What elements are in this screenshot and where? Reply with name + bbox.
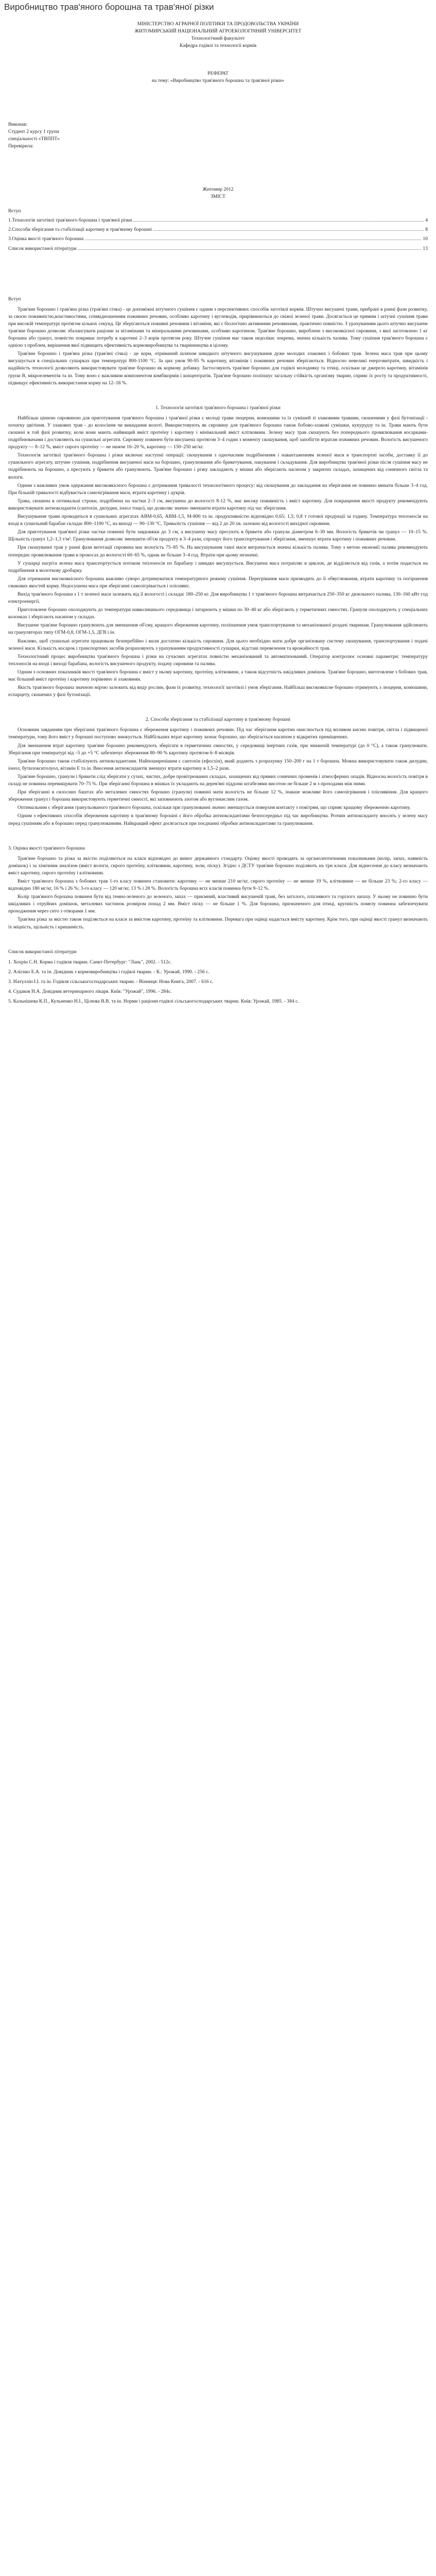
section-paragraph: Важливо, щоб сушильні агрегати працювали безперебійно і мали достатню кількість сировини. Для цього необхідно мати добре організовану систему скошування, транспортування і подачі зеленої маси. Кількість косарок і транспортних засобів розраховують з урахуванням продуктивності сушарки, відстані перевезення та врожайності трав. — [8, 638, 428, 651]
contents-heading: ЗМІСТ — [211, 194, 225, 200]
literature-item: 4. Судаков Н.А. Довідник ветеринарного лікаря. Київ: "Урожай", 1996. - 284с. — [8, 989, 172, 994]
page-title: Виробництво трав'яного борошна та трав'яної різки — [4, 2, 214, 12]
toc-item — [8, 245, 428, 252]
section-3-heading: 3. Оцінка якості трав'яного борошна — [8, 845, 85, 851]
signature-block — [8, 121, 428, 150]
section-1 — [8, 404, 428, 699]
section-paragraph: Одним з основних показників якості трав'яного борошна є вміст у ньому каротину, протеїну, клітковини, а також відсутність шкідливих домішок. Трав'яне борошно, виготовлене з бобових трав, має більший вміст протеїну і каротину порівняно зі злаковими. — [8, 669, 428, 682]
city-year: Житомир 2012 — [202, 186, 234, 192]
section-paragraph: Трав'яне борошно та різка за якістю поділяються на класи відповідно до вимог державного стандарту. Оцінку якості проводять за органолептичними показниками (колір, запах, наявність домішок) і за хімічним аналізом (вміст вологи, сирого протеїну, клітковини, каротину, золи, піску). Згідно з ДСТУ трав'яне борошно поділяють на три класи. Для віднесення до класу визначають вміст каротину, сирого протеїну і клітковини. — [8, 855, 428, 876]
toc-page: 8 — [425, 227, 428, 233]
intro-section — [8, 296, 428, 387]
section-paragraph: Висушування трави проводиться в сушильних агрегатах АВМ-0,65, АВМ-1,5, М-800 та ін. продуктивністю відповідно 0,65; 1,5; 0,8 т готової продукції за годину. Температура теплоносія на вході в сушильний барабан складає 800–1100 °С, на виході — 90–130 °С. Тривалість сушіння — від 2 до 20 хв. залежно від вологості вихідної сировини. — [8, 514, 428, 527]
doc-type: РЕФЕРАТ — [207, 71, 229, 77]
section-paragraph: Одним з ефективних способів збереження каротину в трав'яному борошні є його обробка антиоксидантами безпосередньо під час виробництва. Розчин антиоксиданту вносять у зелену масу перед сушінням або в борошно перед гранулюванням. Найкращий ефект досягається при поєднанні обробки антиоксидантами та гранулювання. — [8, 813, 428, 826]
place-year-block — [8, 186, 428, 200]
section-paragraph: Для зменшення втрат каротину трав'яне борошно рекомендують зберігати в герметичних ємностях, у середовищі інертних газів, при зниженій температурі (до 0 °С), а також гранулювати. Зберігання при температурі від –5 до +5 °С забезпечує збереження 80–90 % каротину протягом 6–8 місяців. — [8, 742, 428, 756]
document-body — [3, 21, 433, 1005]
section-paragraph: Основним завданням при зберіганні трав'яного борошна є збереження каротину і поживних речовин. Під час зберігання каротин окислюється під впливом кисню повітря, світла і підвищеної температури, тому його вміст у борошні поступово знижується. Найбільших втрат каротину зазнає борошно, що зберігається насипом у відкритих приміщеннях. — [8, 727, 428, 740]
section-paragraph: Технологія заготівлі трав'яного борошна і різки включає наступні операції: скошування з одночасним подрібненням і навантаженням зеленої маси в транспортні засоби, доставку її до сушильного агрегату, штучне сушіння, подрібнення висушеної маси на борошно, гранулювання або брикетування, пакування і складування. Для виробництва трав'яної різки після сушіння масу не подрібнюють на борошно, а пресують у брикети або гранулюють. Трав'яне борошно і різку закладають у мішки або зберігають насипом у закритих складах, захищених від сонячного світла та вологи. — [8, 452, 428, 480]
toc-label: Список використаної літератури — [8, 245, 77, 251]
literature-item: 3. Ібатуллін І.І. та ін. Годівля сільськогосподарських тварин. - Вінниця: Нова Книга, 2007. - 616 с. — [8, 978, 214, 985]
literature-heading: Список використаної літератури — [8, 948, 77, 955]
section-paragraph: Для приготування трав'яної різки частки повинні бути завдовжки до 3 см, а висушену масу пресують в брикети або гранули діаметром 6–30 мм. Вологість брикетів чи гранул — 10–15 %. Щільність гранул 1,2–1,3 т/м³. Гранулювання дозволяє зменшити об'єм продукту в 3–4 рази, спрощує його транспортування і зберігання, зменшує втрати каротину і поживних речовин. — [8, 529, 428, 543]
intro-paragraph: Трав'яне борошно і трав'яна різка (трав'яні січка) - це корм, отриманий шляхом швидкого штучного висушування дуже молодих злакових і бобових трав. Зелена маса трав при цьому висушується в спеціальних сушарках при температурі 800-1100 °С. За цих умов 90-95 % каротину, вітамінів і поживних речовин зберігаються. Відносно невеликі енерговитрати, швидкість і надійність технології дозволяють використовувати трав'яне борошно як кормову добавку. Застосовують трав'яне борошно для годівлі молодняку та птиці, оскільки це джерело каротину, вітамінів групи В, мікроелементів та ін. Тому воно є важливим компонентом комбікормів і концентратів. Трав'яне борошно поліпшує загальну стійкість організму тварин, сприяє їх росту та продуктивності, підвищує ефективність використання корму на 12–18 %. — [8, 351, 428, 386]
section-paragraph: Трав'яне борошно також стабілізують антиоксидантами. Найпоширенішим є сантохін (ефосхін), який додають з розрахунку 150–200 г на 1 т борошна. Можна використовувати також дилудин, іонол, бутилокситолуол, вітамін Е та ін. Внесення антиоксидантів зменшує втрати каротину в 1,5–2 рази. — [8, 758, 428, 771]
signature-done: Виконав: — [8, 121, 28, 127]
section-paragraph: При скошуванні трав у ранні фази вегетації сировина має вологість 75–85 %. На висушування такої маси витрачається значна кількість палива. Тому з метою економії палива рекомендують попереднє провялювання трави в прокосах до вологості 60–65 %, однак не більше 3–4 год. Втрати при цьому незначні. — [8, 545, 428, 558]
section-paragraph: Якість трав'яного борошна значною мірою залежить від виду рослин, фази їх розвитку, технології заготівлі і умов зберігання. Найбільш високоякісне борошно отримують з люцерни, конюшини, еспарцету, скошених у фазі бутонізації. — [8, 685, 428, 698]
section-2-heading: 2. Способи зберігання та стабілізації каротину в трав'яному борошні — [145, 717, 291, 723]
section-1-heading: 1. Технологія заготівлі трав'яного борошна і трав'яної різки — [155, 404, 281, 411]
section-paragraph: Оптимальним є зберігання гранульованого трав'яного борошна, оскільки при гранулюванні значно зменшується поверхня контакту з повітрям, що сприяє кращому збереженню каротину. — [18, 805, 411, 811]
section-paragraph: Одним з важливих умов одержання високоякісного борошна є дотримання тривалості технологічного процесу: від скошування до закладання на зберігання не повинно минати більше 3–4 год. При більшій тривалості відбувається самозігрівання маси, втрати каротину і цукрів. — [8, 482, 428, 496]
literature-item: 2. Алієнко Е.А. та ін. Довідник з кормовиробництва і годівлі тварин. - К.: Урожай, 1990. - 256 с. — [8, 969, 210, 975]
toc-item — [8, 226, 428, 233]
toc-page: 13 — [423, 245, 428, 251]
literature-section — [8, 948, 428, 1006]
university-line: ЖИТОМИРСЬКИЙ НАЦІОНАЛЬНИЙ АГРОЕКОЛОГІЧНИЙ УНІВЕРСИТЕТ — [134, 28, 302, 35]
page — [0, 2, 436, 1018]
section-paragraph: Трав'яна різка за якістю також поділяється на класи за вмістом каротину, протеїну та клітковини. Перевага при оцінці надається вмісту каротину. Крім того, при оцінці якості гранул визначають їх міцність, щільність і кришимість. — [8, 917, 428, 930]
signature-spec: спеціальності «ТВППТ» — [8, 135, 60, 142]
ministry-line: МІНІСТЕРСТВО АГРАРНОЇ ПОЛІТИКИ ТА ПРОДОВОЛЬСТВА УКРАЇНИ — [137, 21, 299, 27]
title-block — [8, 21, 428, 85]
literature-item: 5. Кальнішева К.П., Кульненко Н.І., Цілюва В.В. та ін. Норми і раціони годівлі сільськогосподарських тварин. Київ: Урожай, 1985. - 384 с. — [8, 998, 299, 1005]
section-3 — [8, 845, 428, 931]
section-paragraph: Найбільш цінною сировиною для приготування трав'яного борошна і трав'яної різки є молоді трави люцерни, конюшини та їх сумішей зі злаковими травами, скошеними у фазі бутонізації - початку цвітіння. У злакових трав - до колосіння чи викидання волоті. Використовують як сировину для трав'яного борошна також бобово-злакові сумішки, кукурудзу та ін. Трави мають бути скошені в той фазі розвитку, коли вони мають найвищий вміст протеїну і каротину і мінімальний вміст клітковини. Зелену масу трав скошують без попереднього провялювання косарками-подрібнювачами і доставляють на сушильні агрегати. Сировину повинен бути висушена протягом 3–4 годин з моменту скошування, щоб запобігти втратам поживних речовин. Вологість висушеного продукту — 8–12 %, вміст сирого протеїну — не нижче 16–20 %, каротину — 150–250 мг/кг. — [8, 415, 428, 450]
signature-checked: Перевірила: — [8, 143, 34, 149]
section-paragraph: Для отримання високоякісного борошна важливо суворо дотримуватися температурного режиму сушіння. Перегрівання маси призводить до її обвуглювання, втрати каротину та погіршення смакових якостей корму. Недосушена маса при зберіганні самозігрівається і пліснявіє. — [8, 575, 428, 589]
department-line: Кафедра годівлі та технології кормів — [179, 43, 257, 49]
toc-item — [8, 208, 428, 215]
intro-paragraph: Трав'яне борошно і трав'яна різка (трав'яні січка) - це допоміжні штучного сушіння є одним з перспективних способів заготівлі кормів. Штучно висушені трави, прибрані в ранні фази розвитку, за своєю поживністю,властивостями, співвідношенням поживних речовин, особливо каротину і вуглеводів, прирівнюються до свіжої зеленої трави. Досягається це прямим і штучні сушіння трави при високій температурі протягом кількох секунд. Це зберігаються поживні речовини і вітаміни, які є біологічно активними речовинами, практично повністю. З урахуванням цього штучно висушене трав'яне борошно дозволяє збалансувати раціони за вітамінами та мінеральними речовинами, особливо каротином. Трав'яне борошно, вироблене з високоякісної сировини, з якої заготовлено 1 кг борошна або гранул, повністю покриває потребу в каротині 2–3 корів протягом року. Штучне сушіння має також недоліки: зокрема, значна кількість палива. Тому сушіння трав'яного борошна є однією з проблем, вирішення якої підвищить ефективність кормовиробництва та тваринництва в цілому. — [8, 306, 428, 349]
intro-heading: Вступ — [8, 296, 21, 302]
toc-item — [8, 217, 428, 224]
section-paragraph: Трава, скошена в оптимальні строки, подрібнена на частки 2–3 см, висушена до вологості 8-12 %, має високу поживність і вміст каротину. Для покращення якості продукту рекомендують використовувати антиоксиданти (сантохін, дилудин, іонол тощо), що дозволяє значно зменшити втрати каротину під час зберігання. — [8, 498, 428, 511]
section-paragraph: Технологічний процес виробництва трав'яного борошна і різки на сучасних агрегатах повністю механізований та автоматизований. Оператор контролює основні параметри: температуру теплоносія на вході і виході барабана, вологість висушеного продукту, подачу сировини та палива. — [8, 653, 428, 667]
section-paragraph: Вихід трав'яного борошна з 1 т зеленої маси залежить від її вологості і складає 180–250 кг. Для виробництва 1 т трав'яного борошна витрачається 250–350 кг дизельного палива, 130–160 кВт·год електроенергії. — [8, 591, 428, 605]
section-2 — [8, 716, 428, 827]
toc-label: 2.Способи зберігання та стабілізації каротину в трав'яному борошні — [8, 227, 152, 233]
literature-item: 1. Хохрін С.Н. Корма і годівля тварин. Санкт-Петербург: "Лань", 2002. - 512с. — [8, 959, 172, 965]
doc-topic: на тему: «Виробництво трав'яного борошна та трав'яної різки» — [151, 78, 285, 84]
toc-page: 4 — [425, 217, 428, 224]
section-paragraph: Висушене трав'яне борошно гранулюють для зменшення об'єму, кращого збереження каротину, поліпшення умов транспортування та механізованої роздачі тваринам. Гранулювання здійснюють на грануляторах типу ОГМ-0,8, ОГМ-1,5, ДГВ і ін. — [8, 622, 428, 636]
section-paragraph: Приготовлене борошно охолоджують до температури навколишнього середовища і затарюють у мішки по 30–40 кг або зберігають у герметичних ємностях. Гранули охолоджують у спеціальних колонках і зберігають насипом у складах. — [8, 607, 428, 620]
table-of-contents — [8, 208, 428, 252]
faculty-line: Технологічний факультет — [191, 36, 245, 42]
toc-item — [8, 235, 428, 243]
toc-label: 1.Технологія заготівлі трав'яного борошна і трав'яної різки — [8, 217, 132, 224]
section-paragraph: У сушарці нагріта зелена маса транспортується потоком теплоносія по барабану і швидко висушується. Висушена маса потрапляє в циклон, де відділяється від газів, а потім подається на подрібнення в молоткову дробарку. — [8, 560, 428, 573]
toc-label: 3.Оцінка якості трав'яного борошна — [8, 236, 84, 242]
signature-student: Студент 2 курсу 1 групи — [8, 128, 59, 134]
toc-label: Вступ — [8, 208, 21, 214]
section-paragraph: Вміст трав'яного борошна з бобових трав 1-го класу повинен становити: каротину — не менше 210 мг/кг, сирого протеїну — не менше 19 %, клітковини — не більше 23 %; 2-го класу — відповідно 180 мг/кг, 16 % і 26 %; 3-го класу — 120 мг/кг, 13 % і 28 %. Вологість борошна всіх класів повинна бути 9–12 %. — [8, 878, 428, 892]
section-paragraph: При зберіганні в силосних баштах або металевих ємностях борошно (гранули) повинні мати вологість не більше 12 %, інакше можливе його самозігрівання і пліснявіння. Для кращого збереження гранул і борошна використовують герметичні ємності, які заповнюють азотом або вуглекислим газом. — [8, 789, 428, 803]
section-paragraph: Трав'яне борошно, гранули і брикети слід зберігати у сухих, чистих, добре провітрюваних складах, захищених від прямих сонячних променів і атмосферних опадів. Відносна вологість повітря в складі не повинна перевищувати 70–75 %. При зберіганні борошна в мішках їх укладають на дерев'яні піддони штабелями висотою не більше 2 м з проходами між ними. — [8, 773, 428, 787]
toc-page: 10 — [423, 236, 428, 242]
section-paragraph: Колір трав'яного борошна повинен бути від темно-зеленого до зеленого, запах — приємний, властивий висушеній траві, без затхлого, пліснявого та горілого запаху. У ньому не повинно бути шкідливих і отруйних домішок, металевих частинок розміром понад 2 мм. Вміст піску — не більше 1 %. Для борошна, призначеного для птиці, крупність помелу повинна забезпечувати проходження через сито з отворами 1 мм. — [8, 894, 428, 914]
